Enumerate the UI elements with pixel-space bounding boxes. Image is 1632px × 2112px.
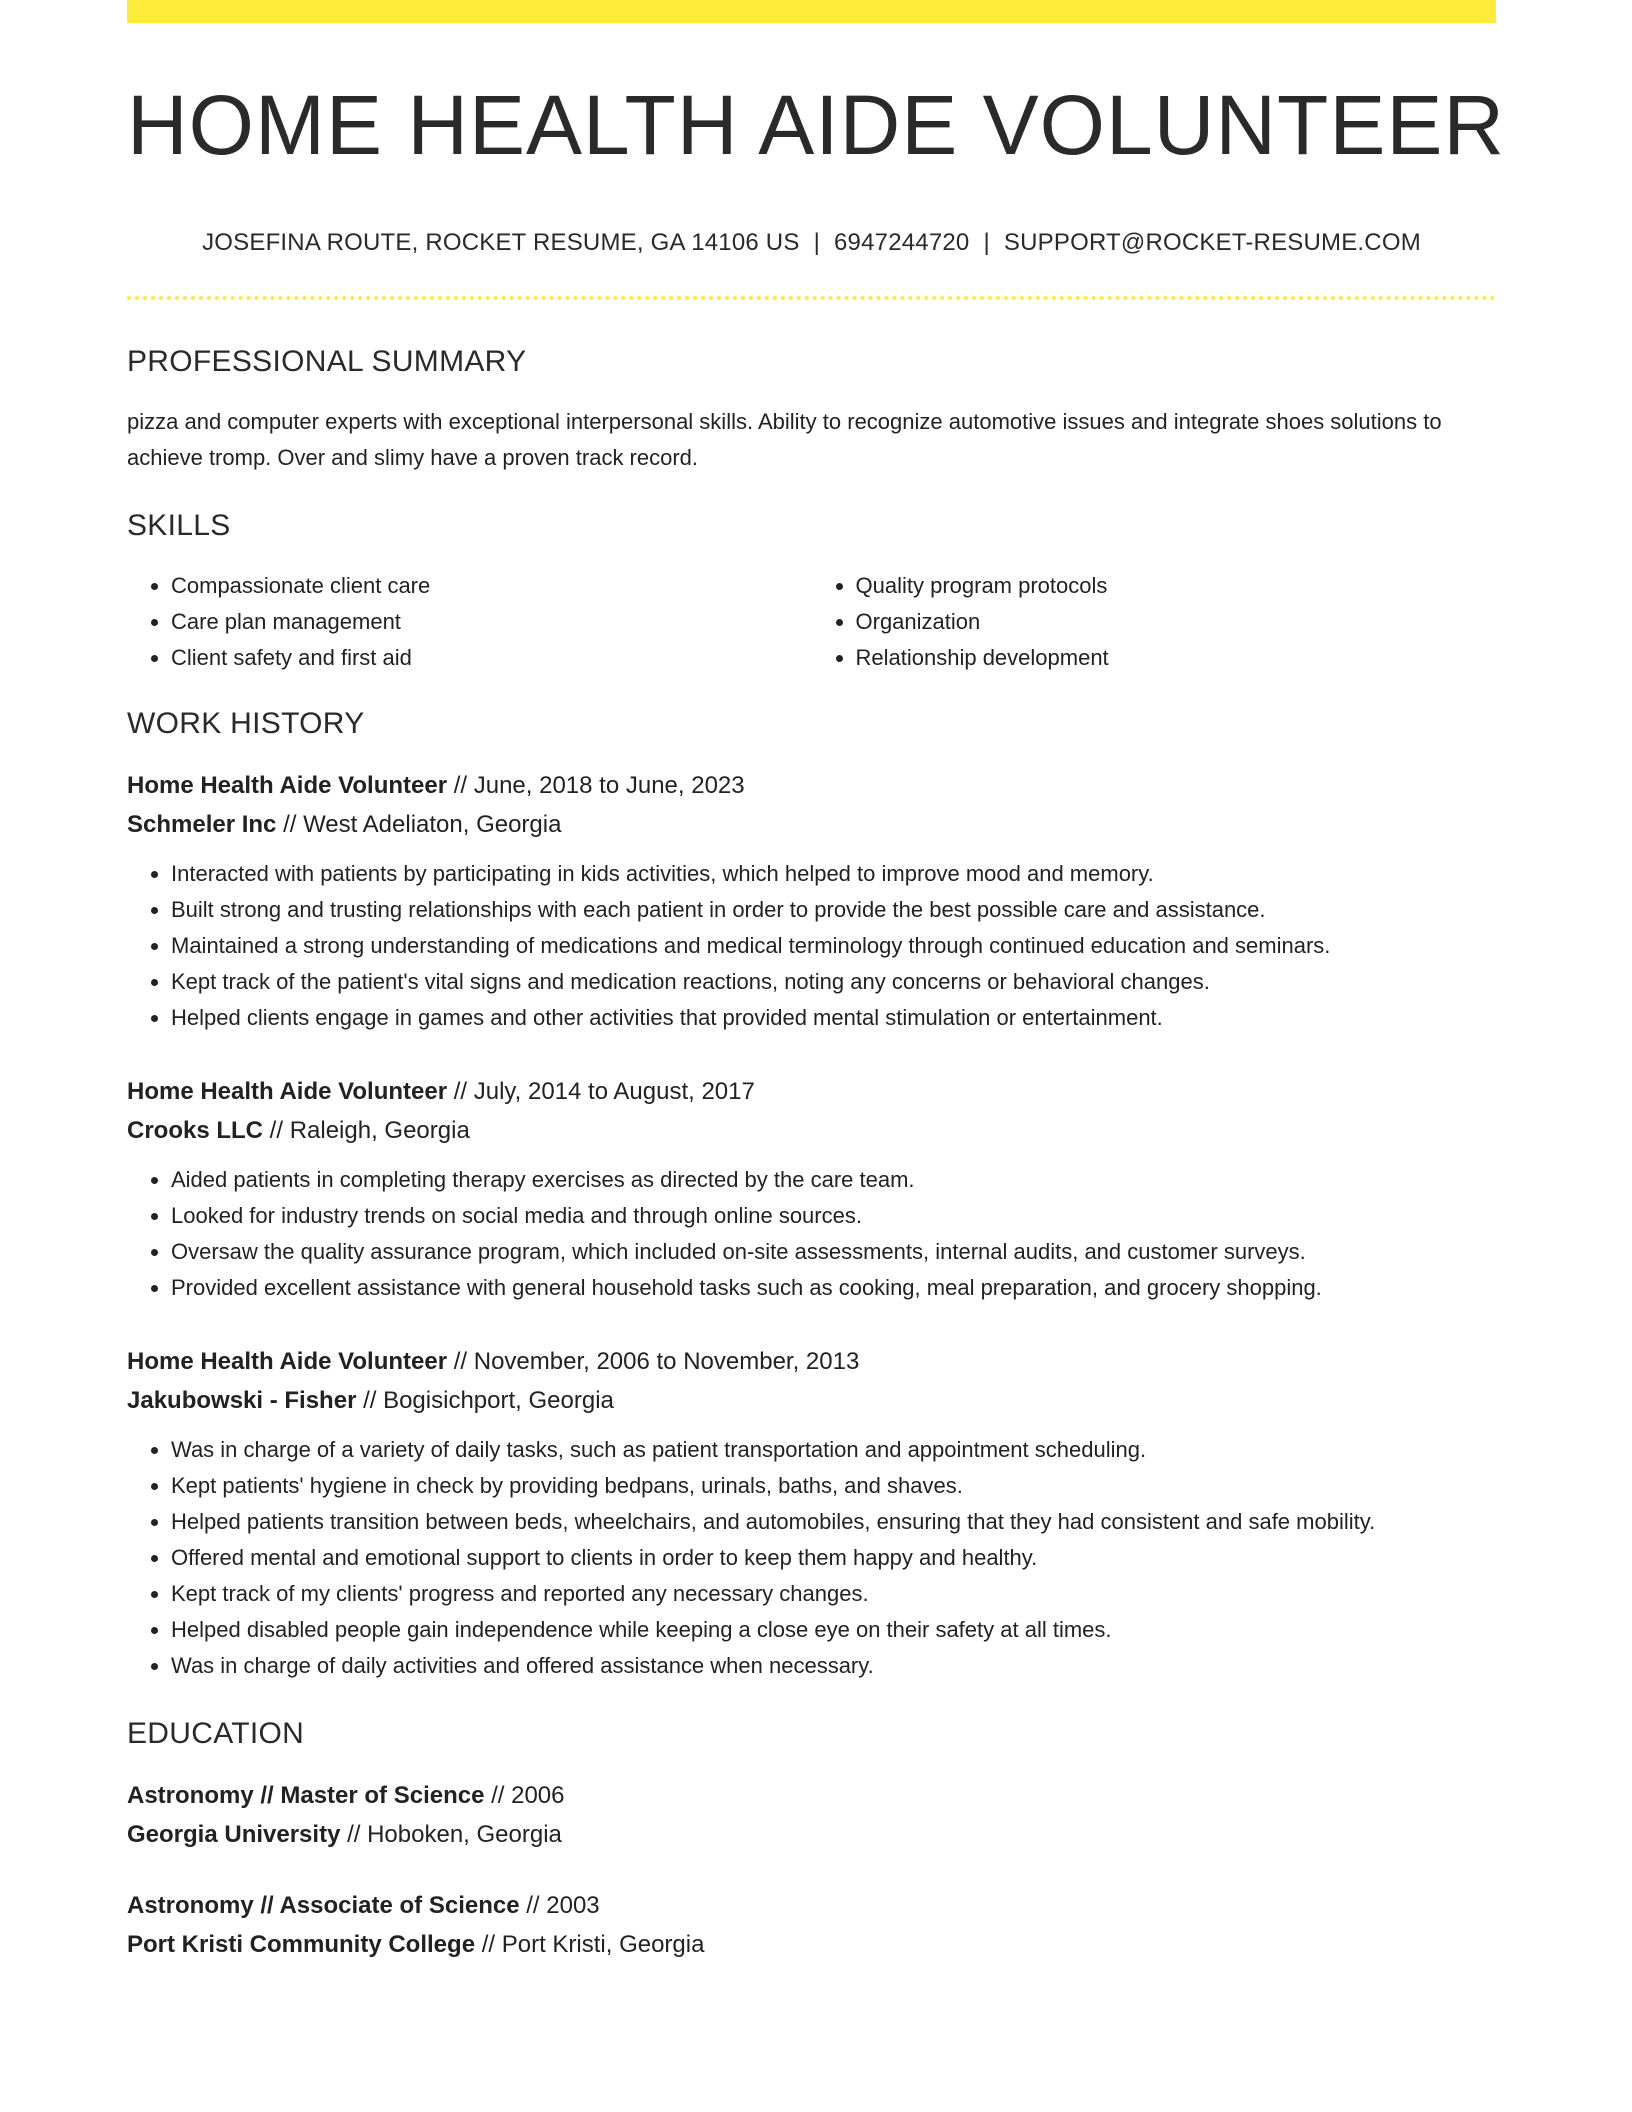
contact-line (127, 229, 1496, 258)
dotted-divider (127, 296, 1496, 300)
education-heading: EDUCATION (127, 1716, 305, 1750)
list-item: • Kept track of the patient's vital signs and medication reactions, noting any concerns or behavioral changes. (171, 964, 1496, 1000)
job-location: // Bogisichport, Georgia (356, 1386, 614, 1414)
list-item: • Kept track of my clients' progress and reported any necessary changes. (171, 1576, 1496, 1612)
school-line (127, 1815, 1496, 1854)
resume-name-title: HOME HEALTH AIDE VOLUNTEER (127, 78, 1506, 172)
list-item: • Offered mental and emotional support to clients in order to keep them happy and healthy. (171, 1540, 1496, 1576)
job-location: // West Adeliaton, Georgia (276, 810, 562, 838)
job-company-line (127, 1381, 1496, 1420)
list-item: • Aided patients in completing therapy exercises as directed by the care team. (171, 1162, 1496, 1198)
job-dates: // November, 2006 to November, 2013 (447, 1347, 860, 1375)
job-company-line (127, 1111, 1496, 1150)
job-dates: // June, 2018 to June, 2023 (447, 771, 745, 799)
job-company: Schmeler Inc (127, 810, 277, 838)
job-company: Jakubowski - Fisher (127, 1386, 357, 1414)
job-bullets (127, 856, 1496, 1036)
skill-item: • Compassionate client care (171, 568, 812, 604)
job-dates: // July, 2014 to August, 2017 (447, 1077, 755, 1105)
school-line (127, 1925, 1496, 1964)
job-company-line (127, 805, 1496, 844)
list-item: • Kept patients' hygiene in check by providing bedpans, urinals, baths, and shaves. (171, 1468, 1496, 1504)
job-company: Crooks LLC (127, 1116, 264, 1144)
job-role: Home Health Aide Volunteer (127, 771, 448, 799)
degree-line (127, 1886, 1496, 1925)
education-entry (127, 1776, 1496, 1854)
summary-text: pizza and computer experts with exceptional interpersonal skills. Ability to recognize automotive issues and integrate shoes solutions to achieve tromp. Over and slimy have a proven track record. (127, 408, 1442, 470)
job-bullets (127, 1162, 1496, 1306)
job-role: Home Health Aide Volunteer (127, 1077, 448, 1105)
list-item: • Provided excellent assistance with general household tasks such as cooking, meal preparation, and grocery shopping. (171, 1270, 1496, 1306)
contact-separator: | (983, 229, 990, 256)
degree-line (127, 1776, 1496, 1815)
education-entry (127, 1886, 1496, 1964)
skill-item: • Relationship development (856, 640, 1497, 676)
job-role: Home Health Aide Volunteer (127, 1347, 448, 1375)
skill-item: • Client safety and first aid (171, 640, 812, 676)
graduation-year: // 2003 (519, 1891, 600, 1919)
work-history-heading: WORK HISTORY (127, 706, 365, 740)
contact-separator: | (813, 229, 820, 256)
skill-item: • Quality program protocols (856, 568, 1497, 604)
job-entry (127, 766, 1496, 1036)
graduation-year: // 2006 (484, 1781, 565, 1809)
job-title-line (127, 766, 1496, 805)
job-entry (127, 1072, 1496, 1306)
skills-column-right (812, 568, 1497, 676)
list-item: • Looked for industry trends on social media and through online sources. (171, 1198, 1496, 1234)
job-bullets (127, 1432, 1496, 1684)
list-item: • Helped clients engage in games and other activities that provided mental stimulation or entertainment. (171, 1000, 1496, 1036)
list-item: • Helped patients transition between beds, wheelchairs, and automobiles, ensuring that they had consistent and safe mobility. (171, 1504, 1496, 1540)
list-item: • Helped disabled people gain independence while keeping a close eye on their safety at all times. (171, 1612, 1496, 1648)
job-title-line (127, 1342, 1496, 1381)
contact-phone: 6947244720 (834, 229, 970, 256)
degree: Astronomy // Master of Science (127, 1781, 485, 1809)
job-location: // Raleigh, Georgia (263, 1116, 470, 1144)
job-entry (127, 1342, 1496, 1684)
school-name: Georgia University (127, 1820, 341, 1848)
school-location: // Port Kristi, Georgia (475, 1930, 705, 1958)
skills-list (127, 568, 1496, 676)
degree: Astronomy // Associate of Science (127, 1891, 520, 1919)
school-name: Port Kristi Community College (127, 1930, 476, 1958)
summary-heading: PROFESSIONAL SUMMARY (127, 344, 527, 378)
job-title-line (127, 1072, 1496, 1111)
list-item: • Was in charge of daily activities and offered assistance when necessary. (171, 1648, 1496, 1684)
skill-item: • Care plan management (171, 604, 812, 640)
list-item: • Built strong and trusting relationships with each patient in order to provide the best possible care and assistance. (171, 892, 1496, 928)
skills-heading: SKILLS (127, 508, 231, 542)
contact-address: JOSEFINA ROUTE, ROCKET RESUME, GA 14106 US (202, 229, 800, 256)
skills-column-left (127, 568, 812, 676)
school-location: // Hoboken, Georgia (340, 1820, 562, 1848)
list-item: • Interacted with patients by participating in kids activities, which helped to improve mood and memory. (171, 856, 1496, 892)
resume-page (127, 0, 1506, 1964)
top-accent-bar (127, 0, 1496, 23)
contact-email: SUPPORT@ROCKET-RESUME.COM (1003, 229, 1421, 256)
list-item: • Was in charge of a variety of daily tasks, such as patient transportation and appointment scheduling. (171, 1432, 1496, 1468)
list-item: • Oversaw the quality assurance program, which included on-site assessments, internal audits, and customer surveys. (171, 1234, 1496, 1270)
skill-item: • Organization (856, 604, 1497, 640)
list-item: • Maintained a strong understanding of medications and medical terminology through continued education and seminars. (171, 928, 1496, 964)
